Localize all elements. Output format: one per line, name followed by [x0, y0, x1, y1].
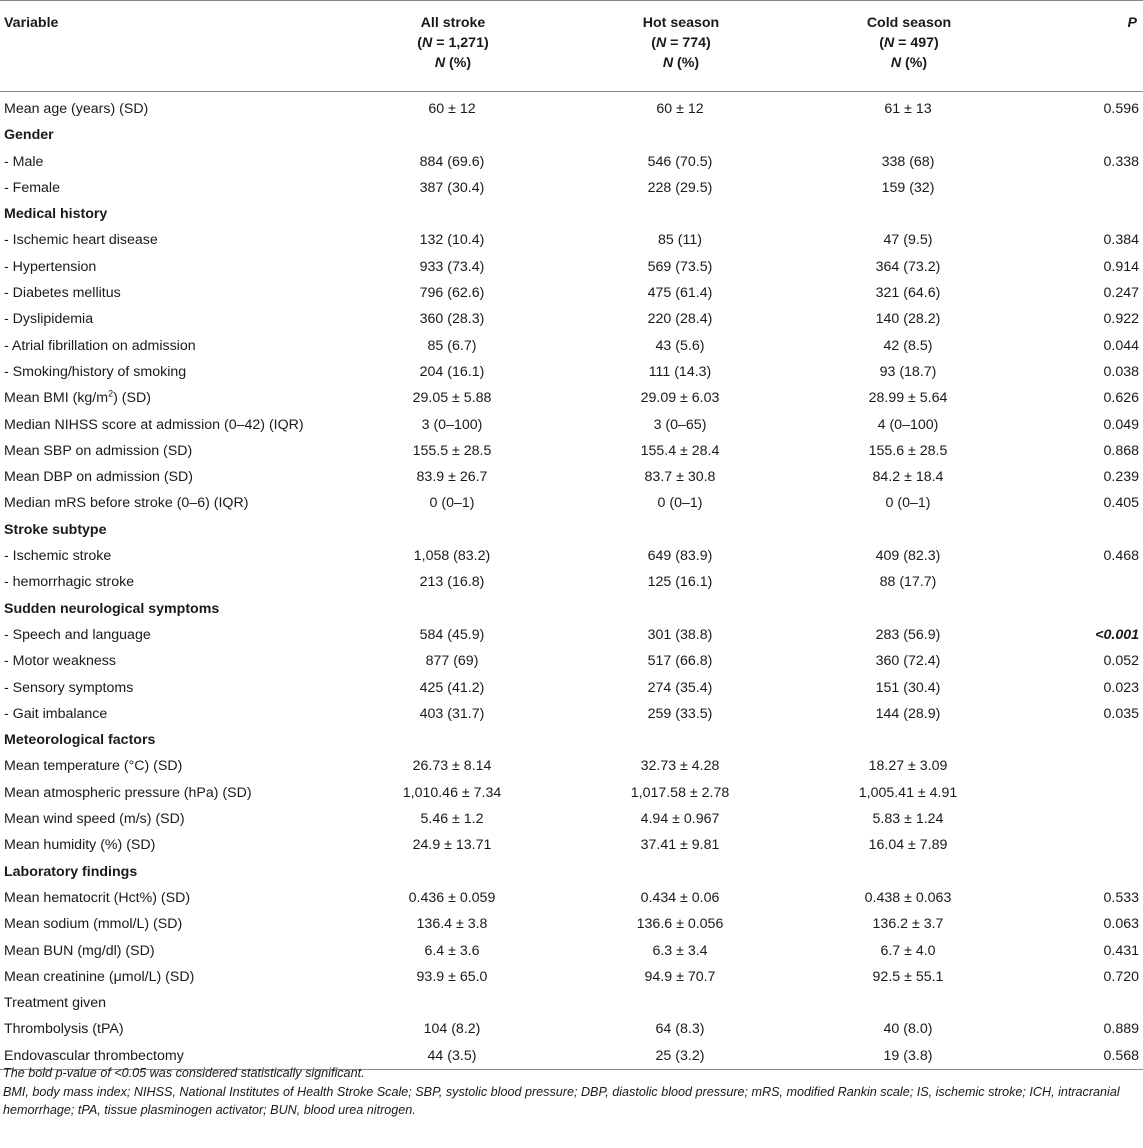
- cell-p-value: 0.035: [1103, 705, 1139, 722]
- empty-cell: [794, 122, 1022, 148]
- cell-cold-season: 321 (64.6): [875, 285, 941, 302]
- row-label: Treatment given: [4, 995, 106, 1012]
- cell-hot-season: 85 (11): [658, 232, 702, 249]
- cell-cold-season: 18.27 ± 3.09: [868, 758, 948, 775]
- cell-all-stroke: 83.9 ± 26.7: [416, 469, 488, 486]
- cell-all-stroke: 204 (16.1): [419, 363, 485, 380]
- table-row: [0, 990, 1143, 1016]
- table-header: [0, 1, 1143, 92]
- cell-hot-season: 3 (0–65): [653, 416, 707, 433]
- cell-cold-season: 84.2 ± 18.4: [872, 469, 944, 486]
- row-label: - Ischemic heart disease: [4, 232, 158, 249]
- cell-cold-season: 93 (18.7): [879, 363, 937, 380]
- table-row: [0, 780, 1143, 806]
- cell-cold-season: 0.438 ± 0.063: [864, 889, 952, 906]
- cell-cold-season: 42 (8.5): [883, 337, 933, 354]
- table-body: [0, 92, 1143, 1070]
- section-header-row: [0, 727, 1143, 753]
- cell-p-value: [1022, 753, 1143, 779]
- row-label: - Speech and language: [4, 626, 151, 643]
- section-header-row: [0, 517, 1143, 543]
- row-label: - Hypertension: [4, 258, 97, 275]
- cell-cold-season: [794, 990, 1022, 1016]
- empty-cell: [1022, 122, 1143, 148]
- cell-all-stroke: 0.436 ± 0.059: [408, 889, 496, 906]
- cell-p-value: [1022, 780, 1143, 806]
- cell-cold-season: 19 (3.8): [794, 1043, 1022, 1070]
- cell-cold-season: 1,005.41 ± 4.91: [858, 784, 958, 801]
- empty-cell: [794, 596, 1022, 622]
- cell-all-stroke: 26.73 ± 8.14: [412, 758, 492, 775]
- section-label: Sudden neurological symptoms: [4, 600, 220, 617]
- row-label: - Gait imbalance: [4, 705, 108, 722]
- table-row: [0, 964, 1143, 990]
- cell-all-stroke: 877 (69): [425, 653, 479, 670]
- section-label: Stroke subtype: [4, 521, 107, 538]
- cell-cold-season: 16.04 ± 7.89: [868, 837, 948, 854]
- table-row: [0, 753, 1143, 779]
- cell-p-value: 0.922: [1103, 311, 1139, 328]
- cell-all-stroke: 1,010.46 ± 7.34: [402, 784, 502, 801]
- row-label: - Dyslipidemia: [4, 311, 94, 328]
- empty-cell: [794, 201, 1022, 227]
- section-header-row: [0, 859, 1143, 885]
- table-row: [0, 911, 1143, 937]
- cell-p-value: 0.239: [1103, 469, 1139, 486]
- row-label: Mean SBP on admission (SD): [4, 442, 193, 459]
- table-row: [0, 938, 1143, 964]
- cell-p-value: 0.533: [1103, 889, 1139, 906]
- row-label: - Atrial fibrillation on admission: [4, 337, 196, 354]
- cell-cold-season: 61 ± 13: [884, 101, 932, 117]
- table-row: [0, 490, 1143, 516]
- cell-p-value: [1022, 832, 1143, 858]
- cell-cold-season: 88 (17.7): [879, 574, 937, 591]
- row-label: Mean sodium (mmol/L) (SD): [4, 916, 183, 933]
- header-all-title: All stroke: [420, 15, 486, 31]
- cell-hot-season: 649 (83.9): [647, 548, 713, 565]
- cell-p-value: 0.052: [1103, 653, 1139, 670]
- footnote-abbreviations: BMI, body mass index; NIHSS, National Institutes of Health Stroke Scale; SBP, systolic blood pressure; DBP, diastolic blood pressure; mRS, modified Rankin scale; IS, ischemic stroke; ICH, intracranial hemorrhage; tPA, tissue plasminogen activator; BUN, blood urea nitrogen.: [3, 1084, 1120, 1118]
- row-label: Endovascular thrombectomy: [0, 1043, 338, 1070]
- row-label: Mean creatinine (μmol/L) (SD): [4, 968, 195, 985]
- cell-all-stroke: 104 (8.2): [423, 1021, 481, 1038]
- empty-cell: [1022, 727, 1143, 753]
- cell-cold-season: 360 (72.4): [875, 653, 941, 670]
- cell-all-stroke: 933 (73.4): [419, 258, 485, 275]
- row-label: Mean humidity (%) (SD): [4, 837, 156, 854]
- cell-hot-season: [566, 990, 794, 1016]
- cell-p-value: [1022, 990, 1143, 1016]
- cell-all-stroke: 3 (0–100): [421, 416, 483, 433]
- row-label: - Ischemic stroke: [4, 548, 112, 565]
- empty-cell: [794, 517, 1022, 543]
- row-label: Median NIHSS score at admission (0–42) (IQR): [4, 416, 304, 433]
- row-label: - Female: [4, 179, 60, 196]
- cell-all-stroke: 425 (41.2): [419, 679, 485, 696]
- row-label: Mean DBP on admission (SD): [4, 469, 193, 486]
- cell-p-value: 0.044: [1103, 337, 1139, 354]
- row-label: - Sensory symptoms: [4, 679, 134, 696]
- section-label: Gender: [4, 127, 54, 144]
- empty-cell: [1022, 201, 1143, 227]
- table-row: [0, 333, 1143, 359]
- cell-hot-season: 125 (16.1): [647, 574, 713, 591]
- empty-cell: [794, 727, 1022, 753]
- row-label: Thrombolysis (tPA): [4, 1021, 124, 1038]
- table-row: [0, 149, 1143, 175]
- header-hot-pct: N (%): [662, 55, 700, 71]
- table-row: [0, 92, 1143, 123]
- section-header-row: [0, 596, 1143, 622]
- cell-p-value: 0.384: [1103, 232, 1139, 249]
- cell-all-stroke: 132 (10.4): [419, 232, 485, 249]
- row-label: Mean BMI $(kg/m^2)$ (SD): [4, 388, 151, 407]
- header-cold-n: (N = 497): [879, 35, 939, 51]
- row-label: Median mRS before stroke (0–6) (IQR): [4, 495, 249, 512]
- cell-cold-season: 0 (0–1): [885, 495, 931, 512]
- table-row: [0, 280, 1143, 306]
- cell-cold-season: 364 (73.2): [875, 258, 941, 275]
- cell-p-value: 0.568: [1022, 1043, 1143, 1070]
- cell-cold-season: 338 (68): [881, 153, 935, 170]
- empty-cell: [338, 859, 566, 885]
- cell-cold-season: 92.5 ± 55.1: [872, 968, 944, 985]
- cell-cold-season: 136.2 ± 3.7: [872, 916, 944, 933]
- empty-cell: [794, 859, 1022, 885]
- cell-p-value: 0.596: [1103, 101, 1139, 117]
- section-label: Meteorological factors: [4, 732, 156, 749]
- header-cold-title: Cold season: [866, 15, 952, 31]
- cell-all-stroke: 884 (69.6): [419, 153, 485, 170]
- row-label: Mean wind speed (m/s) (SD): [4, 811, 185, 828]
- cell-cold-season: 155.6 ± 28.5: [868, 442, 948, 459]
- empty-cell: [566, 727, 794, 753]
- cell-all-stroke: 5.46 ± 1.2: [420, 811, 484, 828]
- row-label: Mean temperature (°C) (SD): [4, 758, 183, 775]
- cell-cold-season: 283 (56.9): [875, 626, 941, 643]
- cell-all-stroke: 60 ± 12: [428, 101, 476, 117]
- empty-cell: [566, 859, 794, 885]
- empty-cell: [338, 122, 566, 148]
- cell-all-stroke: [338, 990, 566, 1016]
- table-row: [0, 306, 1143, 332]
- cell-cold-season: 4 (0–100): [877, 416, 939, 433]
- cell-all-stroke: 24.9 ± 13.71: [412, 837, 492, 854]
- cell-cold-season: 140 (28.2): [875, 311, 941, 328]
- table-footnotes: [3, 1064, 1141, 1120]
- cell-p-value: 0.247: [1103, 285, 1139, 302]
- table-row: [0, 412, 1143, 438]
- cell-cold-season: 409 (82.3): [875, 548, 941, 565]
- cell-all-stroke: 403 (31.7): [419, 705, 485, 722]
- cell-all-stroke: 1,058 (83.2): [413, 548, 491, 565]
- cell-cold-season: 28.99 ± 5.64: [868, 390, 948, 407]
- cell-hot-season: 4.94 ± 0.967: [640, 811, 720, 828]
- section-header-row: [0, 122, 1143, 148]
- cell-hot-season: 29.09 ± 6.03: [640, 390, 720, 407]
- cell-hot-season: 220 (28.4): [647, 311, 713, 328]
- row-label: - Diabetes mellitus: [4, 285, 121, 302]
- cell-hot-season: 475 (61.4): [647, 285, 713, 302]
- cell-hot-season: 111 (14.3): [648, 363, 712, 380]
- cell-all-stroke: 29.05 ± 5.88: [412, 390, 492, 407]
- cell-p-value: 0.889: [1103, 1021, 1139, 1038]
- section-label: Medical history: [4, 206, 108, 223]
- header-hot-title: Hot season: [642, 15, 720, 31]
- row-label: - hemorrhagic stroke: [4, 574, 135, 591]
- cell-hot-season: 301 (38.8): [647, 626, 713, 643]
- cell-hot-season: 32.73 ± 4.28: [640, 758, 720, 775]
- cell-all-stroke: 6.4 ± 3.6: [424, 942, 480, 959]
- table-row: [0, 885, 1143, 911]
- cell-p-value: [1022, 175, 1143, 201]
- cell-cold-season: 144 (28.9): [875, 705, 941, 722]
- cell-p-value: 0.468: [1103, 548, 1139, 565]
- empty-cell: [566, 517, 794, 543]
- cell-cold-season: 159 (32): [881, 179, 935, 196]
- cell-all-stroke: 796 (62.6): [419, 285, 485, 302]
- table-row: [0, 622, 1143, 648]
- cell-all-stroke: 44 (3.5): [338, 1043, 566, 1070]
- cell-hot-season: 6.3 ± 3.4: [652, 942, 708, 959]
- cell-hot-season: 94.9 ± 70.7: [644, 968, 716, 985]
- row-label: - Smoking/history of smoking: [4, 363, 187, 380]
- empty-cell: [338, 517, 566, 543]
- header-all-n: (N = 1,271): [417, 35, 489, 51]
- table-row: [0, 675, 1143, 701]
- cell-cold-season: 40 (8.0): [883, 1021, 933, 1038]
- empty-cell: [1022, 596, 1143, 622]
- table-row: [0, 227, 1143, 253]
- cell-hot-season: 136.6 ± 0.056: [636, 916, 724, 933]
- cell-cold-season: 151 (30.4): [875, 679, 941, 696]
- table-row: [0, 438, 1143, 464]
- table-row: [0, 464, 1143, 490]
- cell-all-stroke: 136.4 ± 3.8: [416, 916, 488, 933]
- cell-all-stroke: 213 (16.8): [419, 574, 485, 591]
- row-label: Mean age (years) (SD): [4, 101, 149, 117]
- cell-hot-season: 43 (5.6): [655, 337, 705, 354]
- section-label: Laboratory findings: [4, 863, 138, 880]
- cell-all-stroke: 360 (28.3): [419, 311, 485, 328]
- table-row: [0, 569, 1143, 595]
- cell-hot-season: 60 ± 12: [656, 101, 704, 117]
- cell-hot-season: 228 (29.5): [647, 179, 713, 196]
- cell-hot-season: 1,017.58 ± 2.78: [630, 784, 730, 801]
- header-all-pct: N (%): [434, 55, 472, 71]
- cell-all-stroke: 387 (30.4): [419, 179, 485, 196]
- table-row: [0, 254, 1143, 280]
- row-label: Mean BUN (mg/dl) (SD): [4, 942, 155, 959]
- cell-p-value: 0.049: [1103, 416, 1139, 433]
- table-row: [0, 701, 1143, 727]
- table-row: [0, 359, 1143, 385]
- empty-cell: [1022, 859, 1143, 885]
- cell-hot-season: 64 (8.3): [655, 1021, 705, 1038]
- cell-hot-season: 517 (66.8): [647, 653, 713, 670]
- header-all-stroke: [338, 1, 566, 92]
- row-label: Mean hematocrit (Hct%) (SD): [4, 889, 191, 906]
- cell-p-value: [1022, 806, 1143, 832]
- cell-p-value: 0.431: [1103, 942, 1139, 959]
- cell-p-value: 0.338: [1103, 153, 1139, 170]
- cell-p-value: 0.720: [1103, 968, 1139, 985]
- header-cold-pct: N (%): [890, 55, 928, 71]
- cell-cold-season: 6.7 ± 4.0: [880, 942, 936, 959]
- cell-hot-season: 0.434 ± 0.06: [640, 889, 720, 906]
- cell-p-value: 0.405: [1103, 495, 1139, 512]
- table-row: [0, 385, 1143, 411]
- cell-hot-season: 274 (35.4): [647, 679, 713, 696]
- empty-cell: [566, 596, 794, 622]
- cell-all-stroke: 93.9 ± 65.0: [416, 968, 488, 985]
- footnote-significance: The bold p-value of <0.05 was considered statistically significant.: [3, 1066, 365, 1080]
- header-hot-season: [566, 1, 794, 92]
- table-row: [0, 806, 1143, 832]
- cell-hot-season: 546 (70.5): [647, 153, 713, 170]
- header-variable: Variable: [0, 1, 338, 92]
- empty-cell: [338, 201, 566, 227]
- row-label: - Motor weakness: [4, 653, 116, 670]
- table-row: [0, 1016, 1143, 1042]
- header-hot-n: (N = 774): [651, 35, 711, 51]
- cell-hot-season: 83.7 ± 30.8: [644, 469, 716, 486]
- section-header-row: [0, 201, 1143, 227]
- cell-hot-season: 259 (33.5): [647, 705, 713, 722]
- empty-cell: [1022, 517, 1143, 543]
- empty-cell: [566, 122, 794, 148]
- cell-p-value: [1022, 569, 1143, 595]
- table-row: [0, 175, 1143, 201]
- cell-p-value: 0.868: [1103, 442, 1139, 459]
- table-row: [0, 832, 1143, 858]
- cell-p-value: 0.626: [1103, 390, 1139, 407]
- cell-all-stroke: 85 (6.7): [427, 337, 477, 354]
- cell-hot-season: 0 (0–1): [657, 495, 703, 512]
- cell-p-value: 0.023: [1103, 679, 1139, 696]
- empty-cell: [338, 727, 566, 753]
- cell-hot-season: 37.41 ± 9.81: [640, 837, 720, 854]
- row-label: Mean atmospheric pressure (hPa) (SD): [4, 784, 252, 801]
- cell-p-value: 0.914: [1103, 258, 1139, 275]
- table-row: [0, 543, 1143, 569]
- table-row: [0, 648, 1143, 674]
- cell-p-value: 0.063: [1103, 916, 1139, 933]
- cell-all-stroke: 155.5 ± 28.5: [412, 442, 492, 459]
- cell-p-value: <0.001: [1095, 626, 1139, 643]
- header-p-value: P: [1022, 1, 1143, 92]
- cell-hot-season: 25 (3.2): [566, 1043, 794, 1070]
- cell-cold-season: 5.83 ± 1.24: [872, 811, 944, 828]
- cell-p-value: 0.038: [1103, 363, 1139, 380]
- cell-cold-season: 47 (9.5): [883, 232, 933, 249]
- cell-hot-season: 569 (73.5): [647, 258, 713, 275]
- header-cold-season: [794, 1, 1022, 92]
- cell-all-stroke: 0 (0–1): [429, 495, 475, 512]
- empty-cell: [338, 596, 566, 622]
- empty-cell: [566, 201, 794, 227]
- cell-hot-season: 155.4 ± 28.4: [640, 442, 720, 459]
- cell-all-stroke: 584 (45.9): [419, 626, 485, 643]
- row-label: - Male: [4, 153, 44, 170]
